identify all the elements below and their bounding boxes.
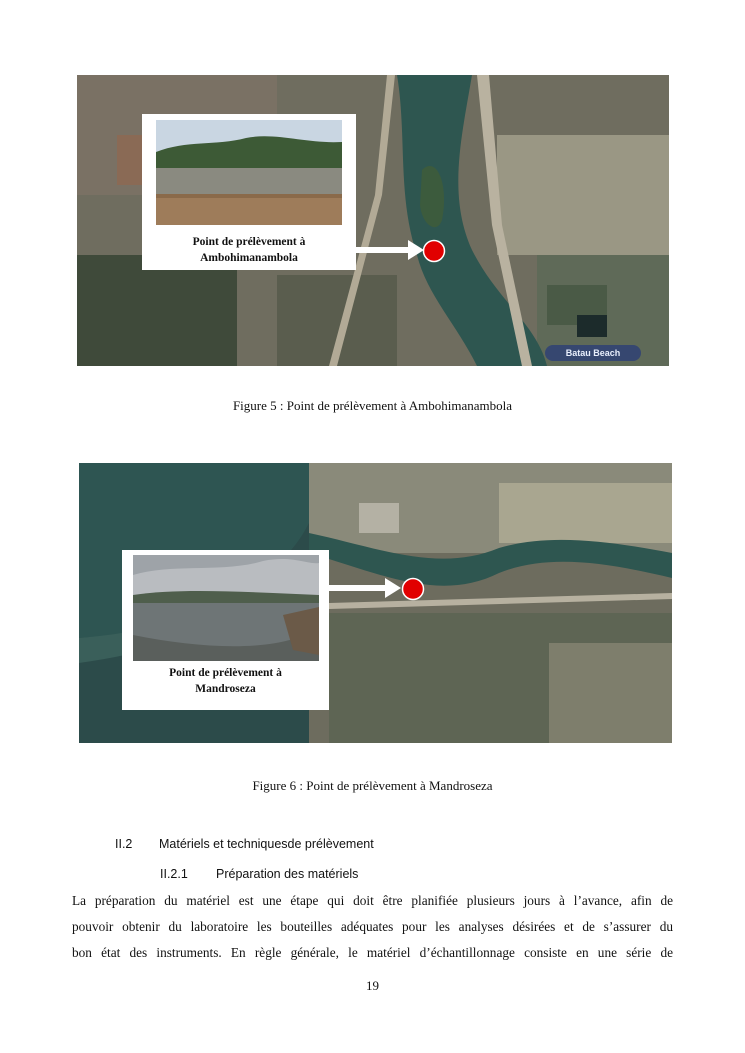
figure-5-inset-caption-line2: Ambohimanambola <box>200 252 298 264</box>
figure-6-caption: Figure 6 : Point de prélèvement à Mandroseza <box>252 778 493 793</box>
paragraph-line: La préparation du matériel est une étape qui doit être planifiée plusieurs jours à l’avance, afin de <box>72 893 673 908</box>
figure-6-inset-caption-line2: Mandroseza <box>195 683 256 695</box>
subsection-number: II.2.1 <box>160 867 188 881</box>
figure-5-caption: Figure 5 : Point de prélèvement à Ambohimanambola <box>232 398 513 413</box>
figure-5-inset-photo <box>156 120 342 225</box>
body-paragraph <box>72 888 673 966</box>
figure-6-inset-caption <box>122 665 329 697</box>
figure-6-inset-caption-line1: Point de prélèvement à <box>169 667 282 679</box>
section-title: Matériels et techniquesde prélèvement <box>159 837 374 851</box>
paragraph-line: pouvoir obtenir du laboratoire les bouteilles adéquates pour les analyses désirées et de s’assurer du <box>72 919 673 934</box>
figure-6-inset-box <box>122 550 329 710</box>
figure-5-arrow <box>356 238 426 262</box>
figure-6-sample-point-marker <box>401 577 425 601</box>
subsection-title: Préparation des matériels <box>216 867 359 881</box>
page-number: 19 <box>366 978 379 993</box>
paragraph-line: bon état des instruments. En règle générale, le matériel d’échantillonnage consiste en une série de <box>72 945 673 960</box>
figure-5-map-badge: Batau Beach <box>545 345 641 361</box>
section-number: II.2 <box>115 837 133 851</box>
figure-5-sample-point-marker <box>422 239 446 263</box>
figure-5-inset-caption <box>142 234 356 266</box>
section-heading <box>115 837 374 851</box>
subsection-heading <box>160 867 358 881</box>
figure-5-inset-box <box>142 114 356 270</box>
figure-6-inset-photo <box>133 555 319 661</box>
figure-5-inset-caption-line1: Point de prélèvement à <box>192 236 306 248</box>
figure-6-arrow <box>329 576 404 600</box>
